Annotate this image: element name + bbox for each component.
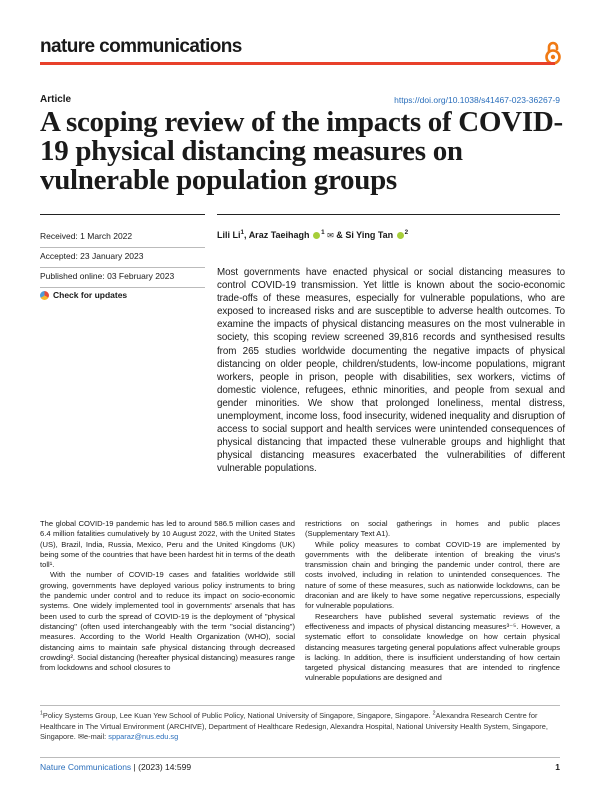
- body-paragraph: With the number of COVID-19 cases and fatalities worldwide still growing, governments have deployed various policy instruments to bring the pandemic under control and to reduce its impact on socio-economic systems. One widely implemented tool in governments' arsenals that has been used to curb the spread of COVID-19 is the deployment of "physical distancing" (often used interchangeably with the term "social distancing") measures. According to the World Health Organization (WHO), social distancing aims to maintain safe physical distancing through decreased crowding². Social distancing (hereafter physical distancing) measures range from lockdowns and school closures to: [40, 570, 295, 673]
- affiliation-text: Alexandra Research Centre for Healthcare in The Virtual Environment (ARCHIVE), Department of Healthcare Redesign, Alexandra Hospital, National University Health System, Singapore, Singapore.: [40, 711, 548, 741]
- orcid-icon[interactable]: [397, 232, 404, 239]
- body-column-left: [40, 519, 295, 673]
- author-name[interactable]: Araz Taeihagh: [248, 230, 310, 240]
- author-list: Lili Li$^1$, Araz Taeihagh $^1$ ✉ & Si Ying Tan $^2$: [217, 229, 409, 240]
- abstract: Most governments have enacted physical or social distancing measures to control COVID-19 transmission. Yet little is known about the socio-economic trade-offs of these measures, especially for vulnerable populations, who are exposed to increased risks and are susceptible to adverse health outcomes. To examine the impacts of physical distancing measures on the most vulnerable in society, this scoping review screened 39,816 records and synthesised results from 265 studies worldwide documenting the negative impacts of physical distancing on older people, children/students, low-income populations, migrant workers, people in prison, people with disabilities, sex workers, victims of domestic violence, refugees, ethnic minorities, and people from sexual and gender minorities. We show that prolonged loneliness, mental distress, unemployment, income loss, food insecurity, widened inequality and disruption of access to social support and health services were unintended consequences of physical distancing that impacted these vulnerable groups and highlight that physical distancing measures exacerbated the vulnerabilities of different vulnerable populations.: [217, 267, 565, 475]
- email-icon[interactable]: ✉: [327, 231, 334, 240]
- footer-citation: [40, 762, 191, 772]
- page-number: 1: [555, 762, 560, 772]
- check-for-updates-label: Check for updates: [53, 290, 128, 300]
- received-date: Received: 1 March 2022: [40, 231, 205, 248]
- author-affiliation-sup: 1: [240, 229, 245, 236]
- journal-name[interactable]: nature communications: [40, 36, 242, 57]
- email-icon: ✉: [77, 732, 85, 741]
- authors-top-rule: [217, 214, 560, 215]
- body-paragraph: The global COVID-19 pandemic has led to around 586.5 million cases and 6.4 million fatalities cumulatively by 10 August 2022, with the United States (US), Brazil, India, Russia, Mexico, Peru and the United Kingdoms (UK) being some of the countries that have been hardest hit in terms of the death toll¹.: [40, 519, 295, 570]
- author-affiliation-sup: 2: [404, 229, 409, 236]
- footer-volume: | (2023) 14:599: [131, 762, 192, 772]
- orcid-icon[interactable]: [313, 232, 320, 239]
- email-label: e-mail:: [84, 732, 107, 741]
- accepted-date: Accepted: 23 January 2023: [40, 251, 205, 268]
- corresponding-email-link[interactable]: spparaz@nus.edu.sg: [108, 732, 179, 741]
- author-name[interactable]: Si Ying Tan: [345, 230, 394, 240]
- body-paragraph: While policy measures to combat COVID-19 are implemented by governments with the deliberate intention of breaking the virus's transmission chain and bringing the pandemic under control, there are costs involved, including in relation to unintended consequences. The nature of some of these measures, such as nationwide lockdowns, can be draconian and are likely to have some negative repercussions, especially for vulnerable populations.: [305, 539, 560, 611]
- doi-link[interactable]: https://doi.org/10.1038/s41467-023-36267-9: [394, 95, 560, 105]
- body-paragraph: Researchers have published several systematic reviews of the effectiveness and impacts of physical distancing measures³⁻⁵. However, a systematic effort to consolidate knowledge on how certain physical distancing measures targeting general populations affect vulnerable groups is lacking. In addition, there is insufficient understanding of how certain targeted physical distancing measures that are intended to ringfence vulnerable populations are designed and: [305, 611, 560, 683]
- header-accent-rule: [40, 62, 555, 65]
- check-for-updates-button[interactable]: [40, 290, 205, 306]
- dates-top-rule: [40, 214, 205, 215]
- affiliation-text: Policy Systems Group, Lee Kuan Yew School of Public Policy, National University of Singapore, Singapore, Singapore.: [42, 711, 431, 720]
- article-type-label: Article: [40, 94, 72, 105]
- author-name[interactable]: Lili Li: [217, 230, 241, 240]
- author-separator: &: [333, 230, 346, 240]
- affiliation-sup: 2: [432, 710, 436, 717]
- footer-journal-link[interactable]: Nature Communications: [40, 762, 132, 772]
- published-date: Published online: 03 February 2023: [40, 271, 205, 288]
- body-column-right: [305, 519, 560, 684]
- author-affiliation-sup: 1: [321, 229, 325, 236]
- check-for-updates-icon: [40, 291, 49, 300]
- affiliations: [40, 705, 560, 743]
- affiliation-sup: 1: [40, 710, 43, 717]
- footer-rule: [40, 757, 560, 758]
- body-paragraph: restrictions on social gatherings in homes and public places (Supplementary Text A1).: [305, 519, 560, 539]
- article-title: A scoping review of the impacts of COVID-19 physical distancing measures on vulnerable population groups: [40, 106, 563, 196]
